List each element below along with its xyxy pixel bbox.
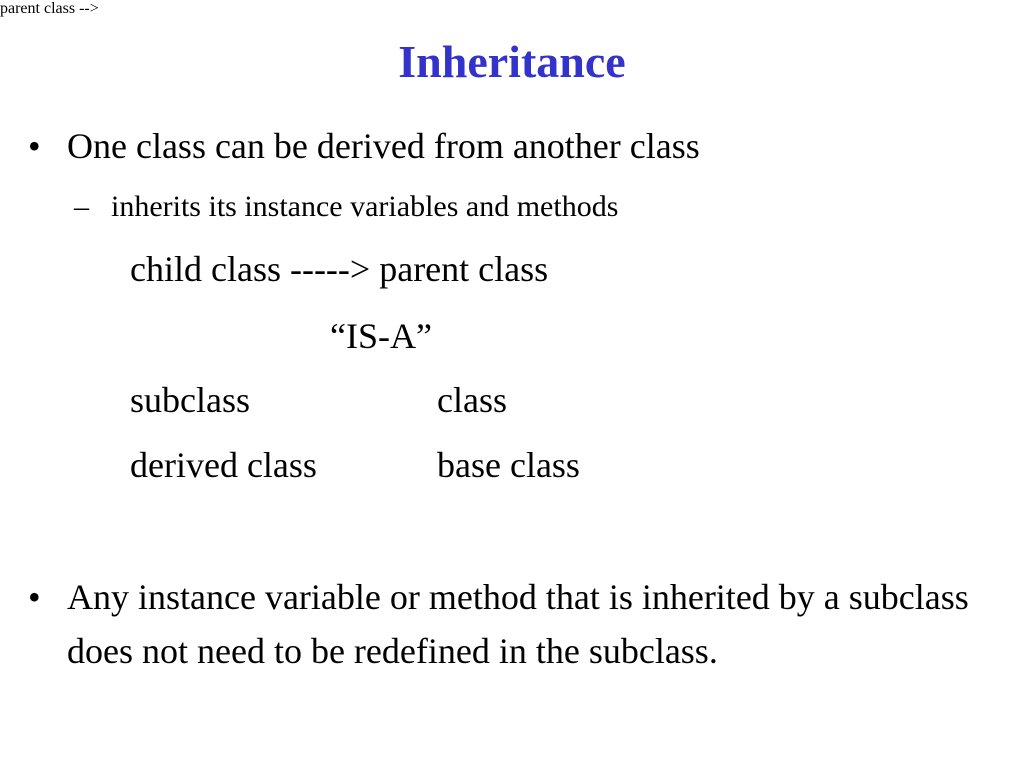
child-class-label: child class (130, 249, 281, 289)
relation-arrow: -----> (289, 249, 371, 289)
synonym-left-derived-class: derived class (130, 445, 317, 485)
synonym-right-class: class (437, 380, 507, 420)
slide-title: Inheritance (398, 36, 626, 87)
relation-line (130, 245, 548, 293)
is-a-label: “IS-A” (330, 316, 432, 356)
sub-bullet-marker: – (74, 190, 89, 223)
sub-bullet-text-inherits: inherits its instance variables and methods (111, 190, 619, 223)
bullet-marker: • (28, 126, 41, 166)
bullet-text-derivation: One class can be derived from another class (67, 126, 700, 166)
synonym-right-base-class: base class (437, 445, 580, 485)
slide: Inheritance • One class can be derived from another class – inherits its instance variables and methods parent class --> child class -----> parent class “IS-A” subclass class derived class base class • Any instance variable or method that is inherited by a subclass does not need to be redefined in the subclass. (0, 0, 1024, 768)
synonym-left-subclass: subclass (130, 380, 250, 420)
bullet-marker: • (28, 577, 41, 617)
bullet-text-inherited-members: Any instance variable or method that is inherited by a subclass does not need to be redefined in the subclass. (67, 577, 969, 671)
parent-class-label: parent class (379, 249, 549, 289)
